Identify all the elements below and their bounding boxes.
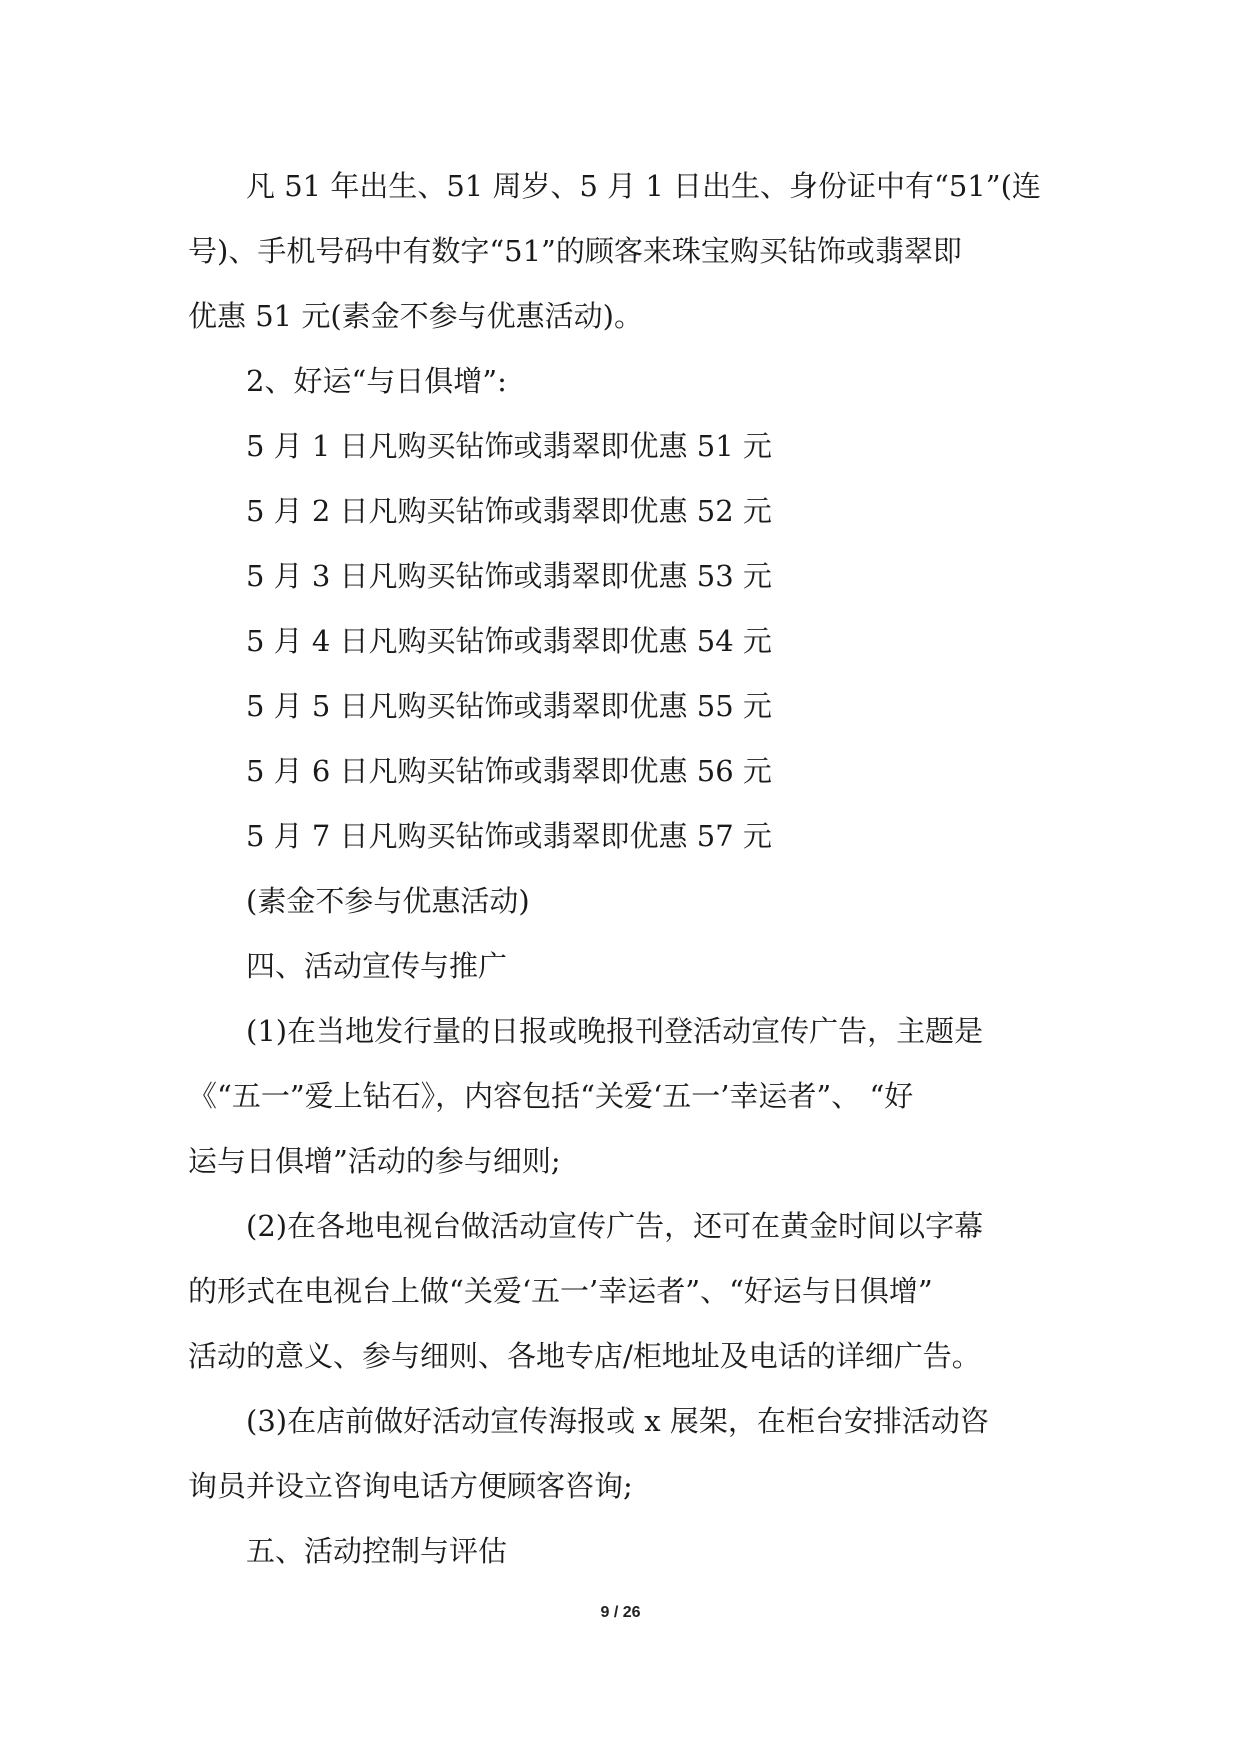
text-line: 优惠 51 元(素金不参与优惠活动)。: [188, 299, 643, 333]
text-line: (3)在店前做好活动宣传海报或 x 展架，在柜台安排活动咨: [246, 1404, 989, 1438]
section-heading: 四、活动宣传与推广: [246, 949, 508, 983]
text-line: 运与日俱增”活动的参与细则;: [188, 1144, 561, 1178]
text-line: 的形式在电视台上做“关爱‘五一’幸运者”、“好运与日俱增”: [188, 1274, 933, 1308]
list-item: 5 月 5 日凡购买钻饰或翡翠即优惠 55 元: [246, 689, 772, 723]
text-line: (素金不参与优惠活动): [246, 884, 530, 918]
text-line: 号)、手机号码中有数字“51”的顾客来珠宝购买钻饰或翡翠即: [188, 234, 962, 268]
list-item: 5 月 4 日凡购买钻饰或翡翠即优惠 54 元: [246, 624, 772, 658]
text-line: 活动的意义、参与细则、各地专店/柜地址及电话的详细广告。: [188, 1339, 981, 1373]
text-line: 询员并设立咨询电话方便顾客咨询;: [188, 1469, 633, 1503]
list-item: 5 月 7 日凡购买钻饰或翡翠即优惠 57 元: [246, 819, 772, 853]
text-line: (1)在当地发行量的日报或晚报刊登活动宣传广告，主题是: [246, 1014, 984, 1048]
page-number: 9 / 26: [600, 1604, 641, 1621]
section-heading: 五、活动控制与评估: [246, 1534, 508, 1568]
list-item: 5 月 6 日凡购买钻饰或翡翠即优惠 56 元: [246, 754, 772, 788]
text-line: 凡 51 年出生、51 周岁、5 月 1 日出生、身份证中有“51”(连: [246, 169, 1041, 203]
text-line: (2)在各地电视台做活动宣传广告，还可在黄金时间以字幕: [246, 1209, 984, 1243]
list-item: 5 月 3 日凡购买钻饰或翡翠即优惠 53 元: [246, 559, 772, 593]
section-heading: 2、好运“与日俱增”:: [246, 364, 507, 398]
list-item: 5 月 1 日凡购买钻饰或翡翠即优惠 51 元: [246, 429, 772, 463]
list-item: 5 月 2 日凡购买钻饰或翡翠即优惠 52 元: [246, 494, 772, 528]
text-line: 《“五一”爱上钻石》，内容包括“关爱‘五一’幸运者”、 “好: [188, 1079, 914, 1113]
document-body: [188, 154, 1060, 1584]
